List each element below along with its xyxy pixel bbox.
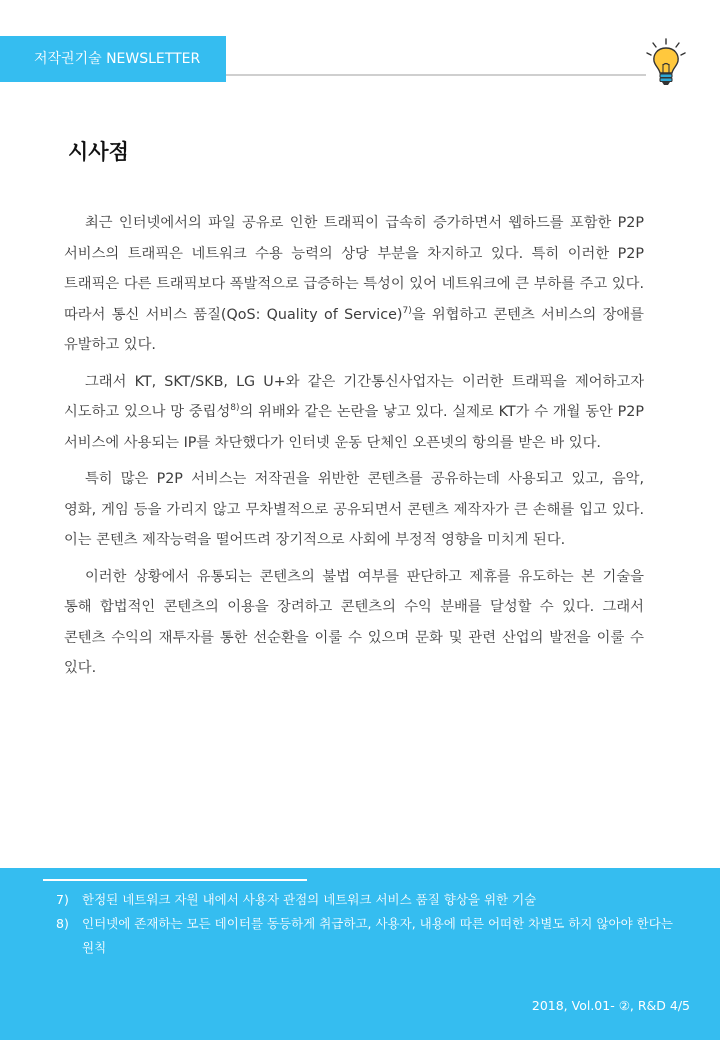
newsletter-title: 저작권기술 NEWSLETTER	[34, 51, 201, 67]
paragraph-3: 특히 많은 P2P 서비스는 저작권을 위반한 콘텐츠를 공유하는데 사용되고 있고, 음악, 영화, 게임 등을 가리지 않고 무차별적으로 공유되면서 콘텐츠 제작자가 큰 손해를 입고 있다. 이는 콘텐츠 제작능력을 떨어뜨려 장기적으로 사회에 부정적 영향을 미치게 된다.	[64, 471, 644, 548]
footnote-7	[56, 888, 686, 912]
footnote-number: 7)	[56, 892, 69, 907]
footnote-text: 인터넷에 존재하는 모든 데이터를 동등하게 취급하고, 사용자, 내용에 따른 어떠한 차별도 하지 않아야 한다는 원칙	[82, 916, 673, 955]
page-info: 2018, Vol.01- ②, R&D 4/5	[531, 998, 690, 1013]
footnote-divider	[43, 879, 307, 881]
footnote-ref-8[interactable]: 8)	[230, 403, 240, 414]
section-title: 시사점	[68, 140, 129, 164]
paragraph-1: 최근 인터넷에서의 파일 공유로 인한 트래픽이 급속히 증가하면서 웹하드를 포함한 P2P 서비스의 트래픽은 네트워크 수용 능력의 상당 부분을 차지하고 있다. 특히 이러한 P2P 트래픽은 다른 트래픽보다 폭발적으로 급증하는 특성이 있어 네트워크에 큰 부하를 주고 있다. 따라서 통신 서비스 품질(QoS: Quality of Service)$^{7)}$을 위협하고 콘텐츠 서비스의 장애를 유발하고 있다.	[64, 215, 644, 353]
footnotes	[56, 888, 686, 960]
newsletter-title-tab	[0, 36, 226, 82]
lightbulb-icon	[644, 38, 688, 88]
footer	[0, 868, 720, 1040]
paragraph-4: 이러한 상황에서 유통되는 콘텐츠의 불법 여부를 판단하고 제휴를 유도하는 본 기술을 통해 합법적인 콘텐츠의 이용을 장려하고 콘텐츠의 수익 분배를 달성할 수 있다. 그래서 콘텐츠 수익의 재투자를 통한 선순환을 이룰 수 있으며 문화 및 관련 산업의 발전을 이룰 수 있다.	[64, 568, 644, 676]
footnote-text: 한정된 네트워크 자원 내에서 사용자 관점의 네트워크 서비스 품질 향상을 위한 기술	[82, 892, 537, 907]
article-body	[64, 208, 644, 690]
footnote-number: 8)	[56, 916, 69, 931]
footnote-ref-7[interactable]: 7)	[402, 305, 412, 316]
footnote-8	[56, 912, 686, 960]
paragraph-2: 그래서 KT, SKT/SKB, LG U+와 같은 기간통신사업자는 이러한 트래픽을 제어하고자 시도하고 있으나 망 중립성$^{8)}$의 위배와 같은 논란을 낳고 있다. 실제로 KT가 수 개월 동안 P2P 서비스에 사용되는 IP를 차단했다가 인터넷 운동 단체인 오픈넷의 항의를 받은 바 있다.	[64, 373, 644, 451]
header-divider	[226, 74, 646, 76]
